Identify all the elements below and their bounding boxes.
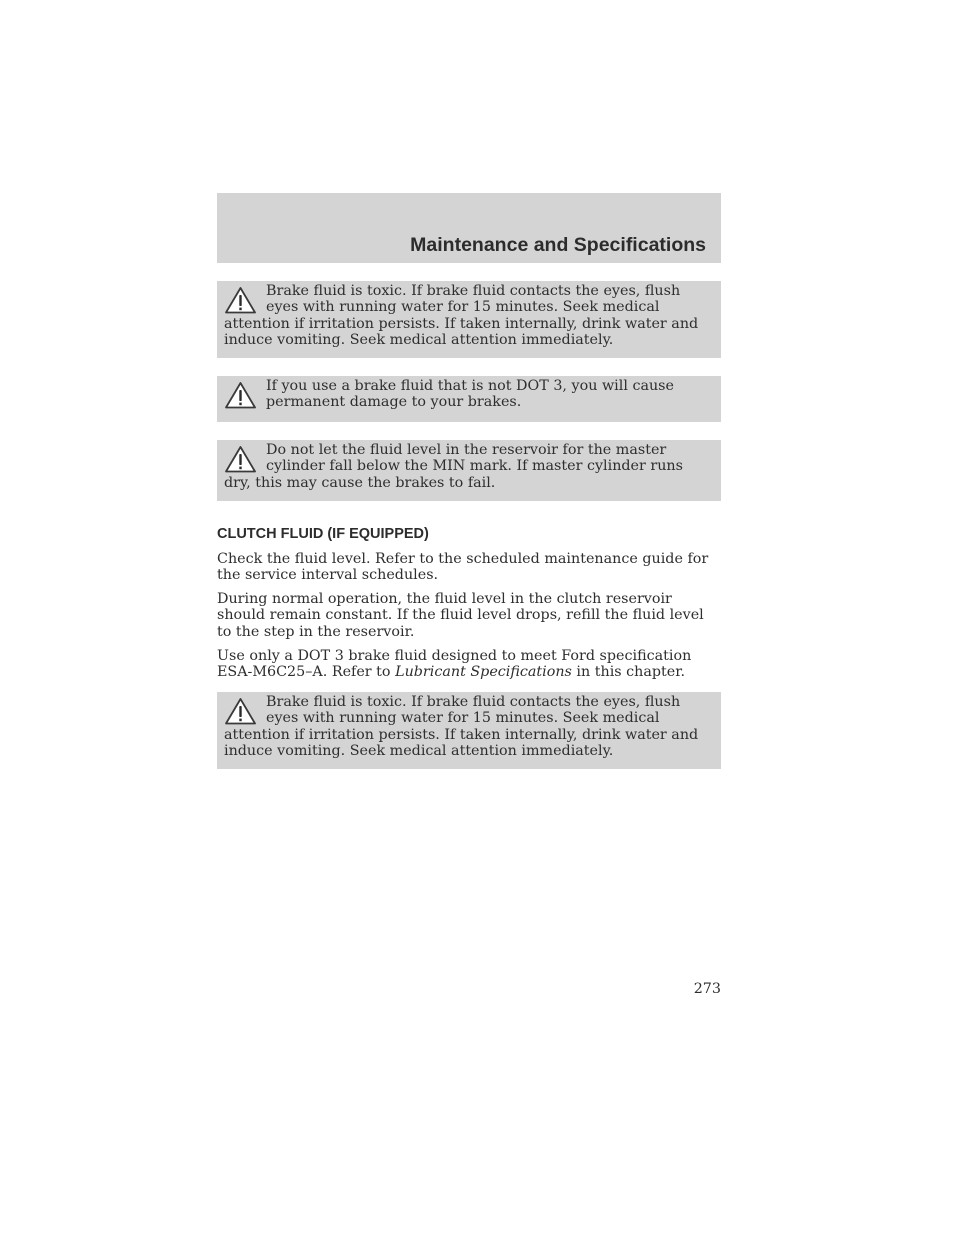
section-title: Maintenance and Specifications — [410, 234, 706, 256]
warning-text: Brake fluid is toxic. If brake fluid contacts the eyes, flush eyes with running water for 15 minutes. Seek medical attention if irritation persists. If taken internally, drink water and induce vomiting. Seek medical attention immediately. — [224, 283, 699, 349]
warning-box-dot3 — [217, 376, 721, 422]
warning-box-toxic-2 — [217, 692, 721, 769]
warning-box-toxic — [217, 281, 721, 358]
clutch-fluid-heading: CLUTCH FLUID (IF EQUIPPED) — [217, 526, 429, 542]
warning-box-min-mark — [217, 440, 721, 501]
section-header-band — [217, 193, 721, 263]
lubricant-specifications-reference: Lubricant Specifications — [395, 664, 572, 681]
warning-triangle-icon — [224, 697, 257, 725]
clutch-paragraph-3-tail: in this chapter. — [571, 664, 686, 681]
warning-text: Brake fluid is toxic. If brake fluid contacts the eyes, flush eyes with running water for 15 minutes. Seek medical attention if irritation persists. If taken internally, drink water and induce vomiting. Seek medical attention immediately. — [224, 694, 699, 760]
warning-triangle-icon — [224, 286, 257, 314]
warning-triangle-icon — [224, 445, 257, 473]
warning-triangle-icon — [224, 381, 257, 409]
clutch-paragraph-3 — [217, 648, 721, 681]
page-number: 273 — [693, 981, 721, 997]
warning-text: Do not let the fluid level in the reservoir for the master cylinder fall below the MIN mark. If master cylinder runs dry, this may cause the brakes to fail. — [224, 442, 683, 491]
clutch-paragraph-1: Check the fluid level. Refer to the scheduled maintenance guide for the service interval schedules. — [217, 551, 709, 584]
clutch-paragraph-2: During normal operation, the fluid level in the clutch reservoir should remain constant. If the fluid level drops, refill the fluid level to the step in the reservoir. — [217, 591, 704, 640]
clutch-paragraph-3-text: Use only a DOT 3 brake fluid designed to meet Ford specification ESA-M6C25–A. Refer to — [217, 648, 692, 681]
warning-text: If you use a brake fluid that is not DOT 3, you will cause permanent damage to your brakes. — [266, 378, 674, 411]
